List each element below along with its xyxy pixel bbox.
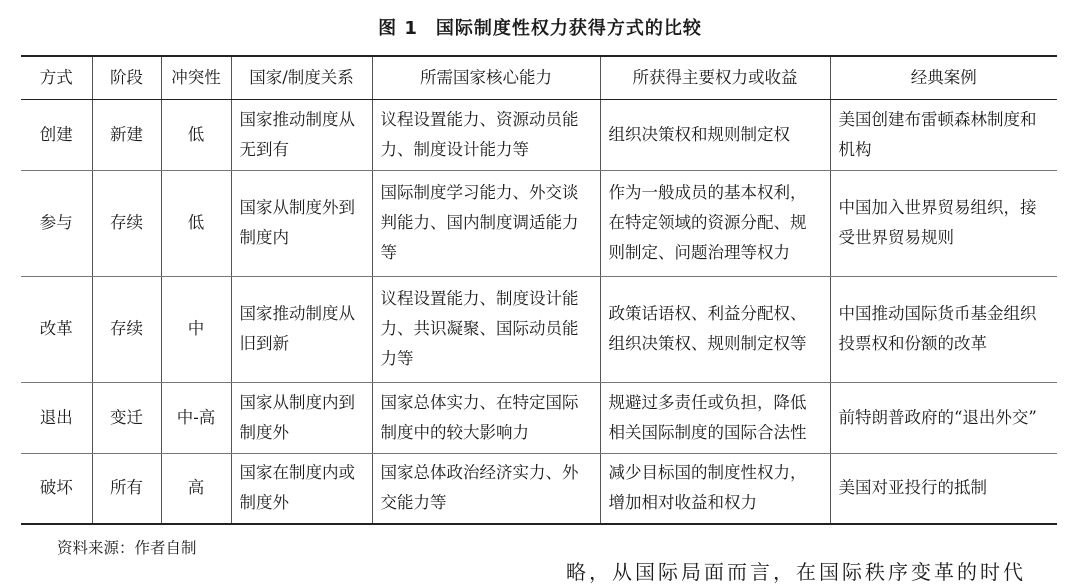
table-row — [21, 382, 1057, 453]
continuation-text: 略，从国际局面而言，在国际秩序变革的时代 — [566, 560, 1026, 584]
header-case: 经典案例 — [830, 56, 1057, 99]
cell-power: 规避过多责任或负担，降低相关国际制度的国际合法性 — [600, 382, 830, 453]
cell-power: 减少目标国的制度性权力，增加相对收益和权力 — [600, 453, 830, 524]
table-header-row — [21, 56, 1057, 99]
cell-stage: 变迁 — [92, 382, 161, 453]
cell-capability: 议程设置能力、制度设计能力、共识凝聚、国际动员能力等 — [372, 276, 600, 382]
cell-relation: 国家从制度外到制度内 — [231, 170, 372, 276]
cell-stage: 存续 — [92, 276, 161, 382]
source-note: 资料来源：作者自制 — [57, 539, 197, 557]
table-row — [21, 453, 1057, 524]
table-row — [21, 170, 1057, 276]
cell-power: 组织决策权和规则制定权 — [600, 99, 830, 170]
cell-case: 美国对亚投行的抵制 — [830, 453, 1057, 524]
cell-stage: 存续 — [92, 170, 161, 276]
cell-power: 作为一般成员的基本权利，在特定领域的资源分配、规则制定、问题治理等权力 — [600, 170, 830, 276]
header-conflict: 冲突性 — [161, 56, 231, 99]
table-row — [21, 99, 1057, 170]
cell-capability: 国家总体实力、在特定国际制度中的较大影响力 — [372, 382, 600, 453]
header-method: 方式 — [21, 56, 92, 99]
cell-conflict: 中-高 — [161, 382, 231, 453]
cell-conflict: 中 — [161, 276, 231, 382]
cell-method: 参与 — [21, 170, 92, 276]
cell-case: 中国加入世界贸易组织，接受世界贸易规则 — [830, 170, 1057, 276]
comparison-table — [21, 55, 1057, 525]
cell-relation: 国家推动制度从旧到新 — [231, 276, 372, 382]
cell-capability: 国家总体政治经济实力、外交能力等 — [372, 453, 600, 524]
cell-stage: 所有 — [92, 453, 161, 524]
cell-conflict: 低 — [161, 170, 231, 276]
cell-method: 退出 — [21, 382, 92, 453]
cell-power: 政策话语权、利益分配权、组织决策权、规则制定权等 — [600, 276, 830, 382]
cell-stage: 新建 — [92, 99, 161, 170]
cell-conflict: 低 — [161, 99, 231, 170]
figure-title — [0, 14, 1080, 40]
header-stage: 阶段 — [92, 56, 161, 99]
cell-capability: 国际制度学习能力、外交谈判能力、国内制度调适能力等 — [372, 170, 600, 276]
cell-relation: 国家推动制度从无到有 — [231, 99, 372, 170]
figure-title-text: 国际制度性权力获得方式的比较 — [435, 18, 702, 39]
cell-case: 前特朗普政府的“退出外交” — [830, 382, 1057, 453]
cell-relation: 国家从制度内到制度外 — [231, 382, 372, 453]
header-relation: 国家/制度关系 — [231, 56, 372, 99]
cell-case: 美国创建布雷顿森林制度和机构 — [830, 99, 1057, 170]
cell-method: 破坏 — [21, 453, 92, 524]
header-capability: 所需国家核心能力 — [372, 56, 600, 99]
cell-conflict: 高 — [161, 453, 231, 524]
cell-method: 改革 — [21, 276, 92, 382]
table-row — [21, 276, 1057, 382]
header-power: 所获得主要权力或收益 — [600, 56, 830, 99]
cell-relation: 国家在制度内或制度外 — [231, 453, 372, 524]
figure-number: 图 1 — [378, 18, 418, 39]
cell-method: 创建 — [21, 99, 92, 170]
cell-capability: 议程设置能力、资源动员能力、制度设计能力等 — [372, 99, 600, 170]
cell-case: 中国推动国际货币基金组织投票权和份额的改革 — [830, 276, 1057, 382]
